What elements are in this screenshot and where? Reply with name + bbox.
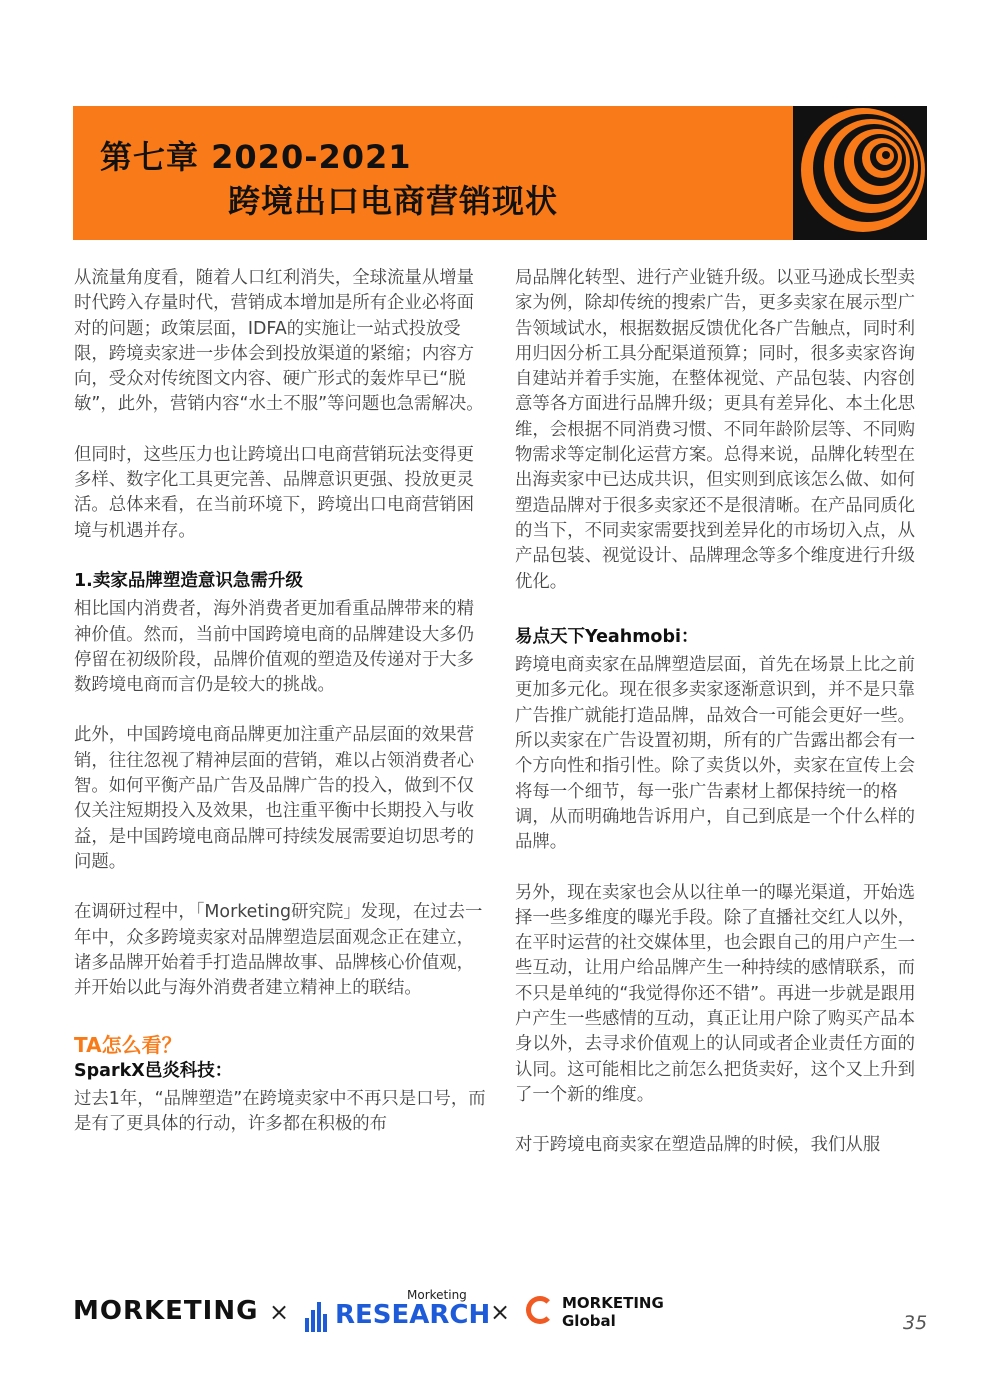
spiral-graphic <box>793 106 927 240</box>
research-small-label: Morketing <box>407 1288 467 1302</box>
company-heading: SparkX邑炎科技： <box>74 1060 233 1081</box>
global-logo-line1: MORKETING <box>562 1294 664 1312</box>
chapter-title-line2: 跨境出口电商营销现状 <box>228 182 559 220</box>
times-symbol: × <box>490 1298 511 1326</box>
footer-logos <box>73 1288 933 1338</box>
section-heading: 1.卖家品牌塑造意识急需升级 <box>74 570 303 591</box>
page-number: 35 <box>903 1312 928 1334</box>
research-label: RESEARCH <box>335 1300 491 1330</box>
left-column <box>74 266 488 1138</box>
morketing-research-logo <box>305 1288 491 1332</box>
spiral-icon <box>793 106 927 240</box>
chapter-banner <box>73 106 927 240</box>
paragraph: 对于跨境电商卖家在塑造品牌的时候，我们从服 <box>515 1135 881 1156</box>
paragraph: 过去1年，“品牌塑造”在跨境卖家中不再只是口号，而是有了更具体的行动，许多都在积极的布 <box>74 1089 486 1135</box>
global-logo-line2: Global <box>562 1312 616 1330</box>
bars-icon <box>305 1302 329 1332</box>
paragraph: 此外，中国跨境电商品牌更加注重产品层面的效果营销，往往忽视了精神层面的营销，难以占领消费者心智。如何平衡产品广告及品牌广告的投入，做到不仅仅关注短期投入及效果，也注重平衡中长期投入与收益，是中国跨境电商品牌可持续发展需要迫切思考的问题。 <box>74 725 474 872</box>
morketing-global-logo <box>526 1292 696 1332</box>
ta-heading: TA怎么看？ <box>74 1033 182 1058</box>
right-column <box>515 266 928 1159</box>
paragraph: 另外，现在卖家也会从以往单一的曝光渠道，开始选择一些多维度的曝光手段。除了直播社交红人以外，在平时运营的社交媒体里，也会跟自己的用户产生一些互动，让用户给品牌产生一种持续的感情联系，而不只是单纯的“我觉得你还不错”。再进一步就是跟用户产生一些感情的互动，真正让用户除了购买产品本身以外，去寻求价值观上的认同或者企业责任方面的认同。这可能相比之前怎么把货卖好，这个又上升到了一个新的维度。 <box>515 882 916 1105</box>
chapter-title-line1: 第七章 2020-2021 <box>100 138 412 176</box>
morketing-logo: MORKETING <box>73 1296 259 1326</box>
paragraph: 跨境电商卖家在品牌塑造层面，首先在场景上比之前更加多元化。现在很多卖家逐渐意识到，并不是只靠广告推广就能打造品牌，品效合一可能会更好一些。所以卖家在广告设置初期，所有的广告露出都会有一个方向性和指引性。除了卖货以外，卖家在宣传上会将每一个细节，每一张广告素材上都保持统一的格调，从而明确地告诉用户，自己到底是一个什么样的品牌。 <box>515 655 915 853</box>
times-symbol: × <box>269 1298 290 1326</box>
paragraph: 从流量角度看，随着人口红利消失，全球流量从增量时代跨入存量时代，营销成本增加是所有企业必将面对的问题；政策层面，IDFA的实施让一站式投放受限，跨境卖家进一步体会到投放渠道的紧缩；内容方向，受众对传统图文内容、硬广形式的轰炸早已“脱敏”，此外，营销内容“水土不服”等问题也急需解决。 <box>74 268 484 415</box>
paragraph: 但同时，这些压力也让跨境出口电商营销玩法变得更多样、数字化工具更完善、品牌意识更强、投放更灵活。总体来看，在当前环境下，跨境出口电商营销困境与机遇并存。 <box>74 444 474 541</box>
paragraph: 在调研过程中，「Morketing研究院」发现，在过去一年中，众多跨境卖家对品牌塑造层面观念正在建立，诸多品牌开始着手打造品牌故事、品牌核心价值观，并开始以此与海外消费者建立精神上的联结。 <box>74 902 483 999</box>
company-heading: 易点天下Yeahmobi： <box>515 626 699 647</box>
global-mark-icon <box>526 1296 554 1324</box>
paragraph: 相比国内消费者，海外消费者更加看重品牌带来的精神价值。然而，当前中国跨境电商的品牌建设大多仍停留在初级阶段，品牌价值观的塑造及传递对于大多数跨境电商而言仍是较大的挑战。 <box>74 599 474 696</box>
paragraph: 局品牌化转型、进行产业链升级。以亚马逊成长型卖家为例，除却传统的搜索广告，更多卖家在展示型广告领域试水，根据数据反馈优化各广告触点，同时利用归因分析工具分配渠道预算；同时，很多卖家咨询自建站并着手实施，在整体视觉、产品包装、内容创意等各方面进行品牌升级；更具有差异化、本土化思维，会根据不同消费习惯、不同年龄阶层等、不同购物需求等定制化运营方案。总得来说，品牌化转型在出海卖家中已达成共识，但实则到底该怎么做、如何塑造品牌对于很多卖家还不是很清晰。在产品同质化的当下，不同卖家需要找到差异化的市场切入点，从产品包装、视觉设计、品牌理念等多个维度进行升级优化。 <box>515 268 915 592</box>
